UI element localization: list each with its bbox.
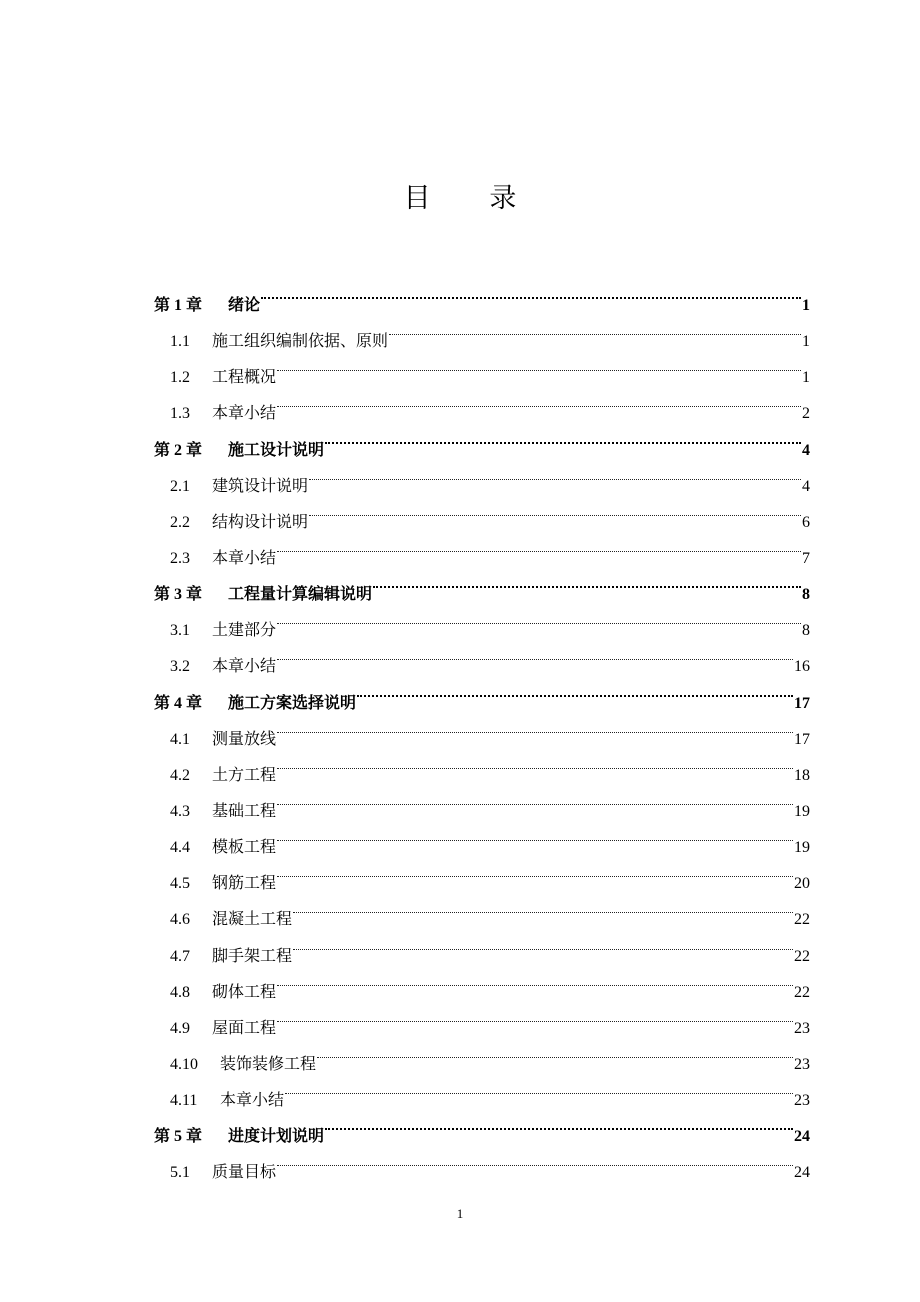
toc-dot-leader bbox=[309, 455, 801, 491]
toc-entry-title: 装饰装修工程 bbox=[220, 1055, 317, 1073]
toc-entry-number: 4.2 bbox=[170, 766, 190, 784]
toc-entry-number: 3.2 bbox=[170, 658, 190, 676]
toc-entry-page-number: 22 bbox=[794, 983, 810, 1001]
toc-entry-number: 4.1 bbox=[170, 730, 190, 748]
toc-entry-title: 工程量计算编辑说明 bbox=[228, 586, 373, 604]
toc-dot-leader bbox=[277, 1141, 793, 1177]
toc-entry-page-number: 17 bbox=[794, 730, 810, 748]
toc-entry-title: 屋面工程 bbox=[212, 1019, 277, 1037]
toc-entry-title: 建筑设计说明 bbox=[212, 477, 309, 495]
toc-entry-title: 进度计划说明 bbox=[228, 1128, 325, 1146]
toc-entry-title: 脚手架工程 bbox=[212, 947, 293, 965]
toc-entry-number: 3.1 bbox=[170, 622, 190, 640]
toc-entry-number: 1.1 bbox=[170, 333, 190, 351]
toc-dot-leader bbox=[277, 744, 793, 780]
toc-entry-page-number: 23 bbox=[794, 1019, 810, 1037]
toc-entry-title: 测量放线 bbox=[212, 730, 277, 748]
toc-entry-number: 2.1 bbox=[170, 477, 190, 495]
toc-entry-page-number: 1 bbox=[802, 369, 810, 387]
toc-entry-number: 4.9 bbox=[170, 1019, 190, 1037]
toc-dot-leader bbox=[277, 708, 793, 744]
toc-entry-number: 5.1 bbox=[170, 1164, 190, 1182]
toc-entry-title: 质量目标 bbox=[212, 1164, 277, 1182]
toc-dot-leader bbox=[277, 961, 793, 997]
toc-entry-page-number: 23 bbox=[794, 1055, 810, 1073]
toc-entry-page-number: 8 bbox=[802, 586, 810, 604]
toc-entry-number: 4.7 bbox=[170, 947, 190, 965]
toc-entry-title: 施工方案选择说明 bbox=[228, 694, 357, 712]
toc-entry-number: 4.3 bbox=[170, 802, 190, 820]
toc-dot-leader bbox=[389, 310, 801, 346]
toc-entry-page-number: 23 bbox=[794, 1092, 810, 1110]
toc-dot-leader bbox=[277, 599, 801, 635]
toc-entry-title: 结构设计说明 bbox=[212, 513, 309, 531]
toc-dot-leader bbox=[325, 419, 801, 455]
toc-dot-leader bbox=[261, 274, 801, 310]
toc-entry-number: 第 4 章 bbox=[154, 694, 203, 712]
toc-entry-page-number: 17 bbox=[794, 694, 810, 712]
toc-entry-page-number: 24 bbox=[794, 1164, 810, 1182]
toc-dot-leader bbox=[357, 672, 793, 708]
toc-entry-number: 4.6 bbox=[170, 911, 190, 929]
toc-dot-leader bbox=[293, 925, 793, 961]
toc-dot-leader bbox=[277, 346, 801, 382]
toc-entry-page-number: 22 bbox=[794, 947, 810, 965]
toc-entry-title: 砌体工程 bbox=[212, 983, 277, 1001]
toc-entry-title: 钢筋工程 bbox=[212, 875, 277, 893]
toc-entry-page-number: 6 bbox=[802, 513, 810, 531]
toc-entry-title: 本章小结 bbox=[212, 658, 277, 676]
toc-entry-page-number: 2 bbox=[802, 405, 810, 423]
toc-entry-page-number: 22 bbox=[794, 911, 810, 929]
toc-entry-number: 4.4 bbox=[170, 839, 190, 857]
toc-entry-title: 施工组织编制依据、原则 bbox=[212, 333, 389, 351]
toc-dot-leader bbox=[309, 491, 801, 527]
toc-entry-number: 2.3 bbox=[170, 549, 190, 567]
toc-dot-leader bbox=[277, 997, 793, 1033]
toc-entry-page-number: 19 bbox=[794, 839, 810, 857]
toc-entry-number: 第 5 章 bbox=[154, 1128, 203, 1146]
toc-entry-title: 本章小结 bbox=[212, 549, 277, 567]
toc-entry-title: 本章小结 bbox=[212, 405, 277, 423]
toc-dot-leader bbox=[277, 382, 801, 418]
document-title: 目 录 bbox=[403, 183, 543, 213]
toc-entry-title: 土方工程 bbox=[212, 766, 277, 784]
toc-entry-page-number: 18 bbox=[794, 766, 810, 784]
page-number-footer: 1 bbox=[456, 1206, 464, 1221]
toc-entry-page-number: 19 bbox=[794, 802, 810, 820]
toc-entry-number: 第 3 章 bbox=[154, 586, 203, 604]
toc-entry-number: 1.2 bbox=[170, 369, 190, 387]
toc-entry-title: 本章小结 bbox=[220, 1092, 285, 1110]
toc-entry-title: 基础工程 bbox=[212, 802, 277, 820]
toc-dot-leader bbox=[277, 816, 793, 852]
toc-dot-leader bbox=[277, 635, 793, 671]
toc-dot-leader bbox=[277, 527, 801, 563]
toc-entry-number: 1.3 bbox=[170, 405, 190, 423]
toc-dot-leader bbox=[293, 888, 793, 924]
toc-entry-page-number: 4 bbox=[802, 441, 810, 459]
toc-entry-number: 第 2 章 bbox=[154, 441, 203, 459]
toc-dot-leader bbox=[325, 1105, 793, 1141]
toc-chapter-entry[interactable] bbox=[154, 274, 810, 314]
toc-dot-leader bbox=[317, 1033, 793, 1069]
toc-entry-title: 土建部分 bbox=[212, 622, 277, 640]
toc-entry-page-number: 1 bbox=[802, 333, 810, 351]
toc-entry-number: 4.11 bbox=[170, 1092, 198, 1110]
toc-entry-title: 混凝土工程 bbox=[212, 911, 293, 929]
toc-dot-leader bbox=[373, 563, 801, 599]
toc-entry-page-number: 20 bbox=[794, 875, 810, 893]
toc-dot-leader bbox=[277, 780, 793, 816]
toc-entry-page-number: 1 bbox=[802, 297, 810, 314]
table-of-contents bbox=[154, 274, 810, 1182]
toc-entry-page-number: 16 bbox=[794, 658, 810, 676]
toc-entry-number: 第 1 章 bbox=[154, 297, 203, 314]
toc-entry-number: 4.5 bbox=[170, 875, 190, 893]
toc-entry-page-number: 8 bbox=[802, 622, 810, 640]
toc-entry-number: 2.2 bbox=[170, 513, 190, 531]
toc-entry-title: 工程概况 bbox=[212, 369, 277, 387]
toc-dot-leader bbox=[285, 1069, 793, 1105]
toc-entry-title: 绪论 bbox=[228, 297, 261, 314]
toc-entry-page-number: 7 bbox=[802, 549, 810, 567]
toc-entry-number: 4.8 bbox=[170, 983, 190, 1001]
toc-entry-number: 4.10 bbox=[170, 1055, 198, 1073]
toc-dot-leader bbox=[277, 852, 793, 888]
toc-entry-page-number: 4 bbox=[802, 477, 810, 495]
toc-entry-title: 模板工程 bbox=[212, 839, 277, 857]
toc-entry-page-number: 24 bbox=[794, 1128, 810, 1146]
toc-entry-title: 施工设计说明 bbox=[228, 441, 325, 459]
